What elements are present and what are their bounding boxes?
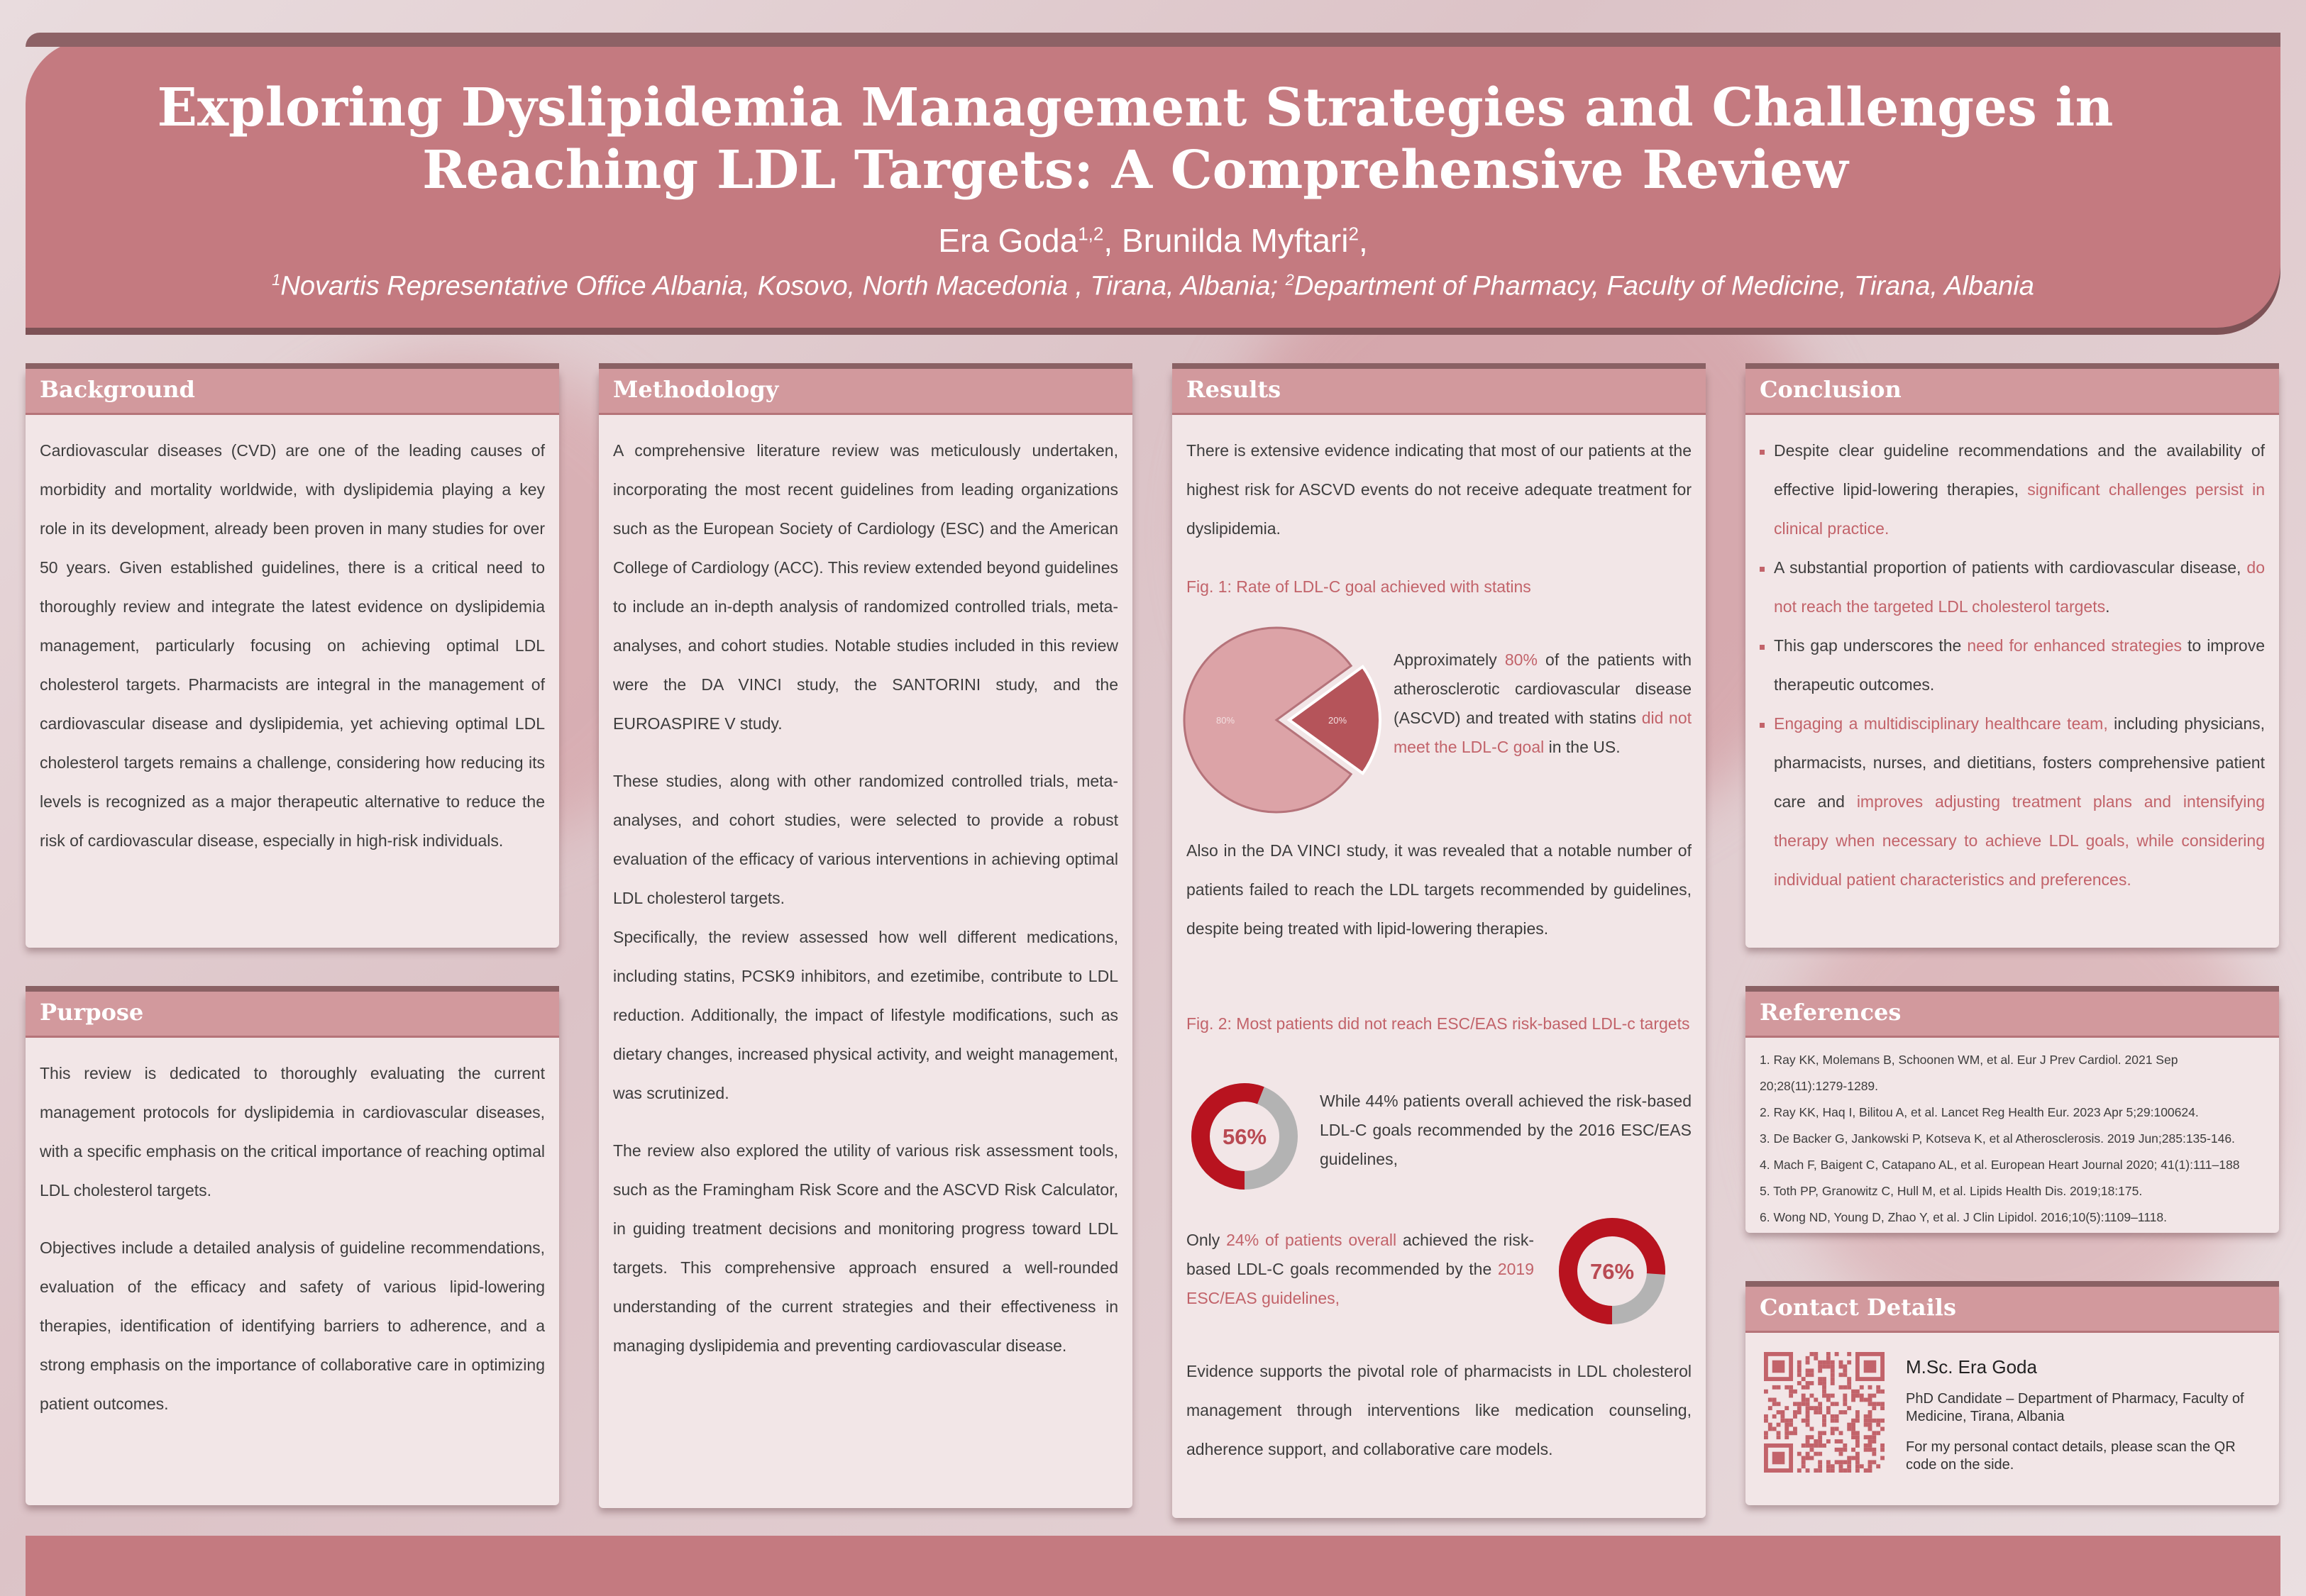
purpose-paragraph: This review is dedicated to thoroughly evaluating the current management protocols for dyslipidemia in cardiovascular diseases, with a specific emphasis on the critical importance of reaching optimal LDL cholesterol targets. [40, 1064, 545, 1199]
contact-role: PhD Candidate – Department of Pharmacy, Faculty of Medicine, Tirana, Albania [1906, 1391, 2244, 1424]
figure-1-description: Approximately 80% of the patients with atherosclerotic cardiovascular disease (ASCVD) and treated with statins did not meet the LDL-C goal in the US. [1394, 650, 1692, 756]
reference-item: 5. Toth PP, Granowitz C, Hull M, et al. Lipids Health Dis. 2019;18:175. [1760, 1184, 2143, 1198]
methodology-heading: Methodology [613, 376, 779, 403]
results-panel [1172, 369, 1706, 1518]
donut-chart-56 [1188, 1080, 1301, 1193]
reference-item: 4. Mach F, Baigent C, Catapano AL, et al. European Heart Journal 2020; 41(1):111–188 [1760, 1158, 2240, 1172]
references-panel [1745, 992, 2279, 1233]
poster-footer [26, 1536, 2280, 1596]
conclusion-bullet: Despite clear guideline recommendations and the availability of effective lipid-lowering therapies, significant challenges persist in clinical practice. [1760, 431, 2265, 548]
background-text: Cardiovascular diseases (CVD) are one of the leading causes of morbidity and mortality worldwide, with dyslipidemia playing a key role in its development, already been proven in many studies for over 50 years. Given established guidelines, there is a critical need to thoroughly review and integrate the latest evidence on dyslipidemia management, particularly focusing on achieving optimal LDL cholesterol targets. Pharmacists are integral in the management of cardiovascular disease and dyslipidemia, yet achieving optimal LDL cholesterol targets remains a challenge, considering how reducing its levels is recognized as a major therapeutic alternative to reduce the risk of cardiovascular disease, especially in high-risk individuals. [40, 441, 545, 850]
donut-center-label: 76% [1589, 1259, 1635, 1284]
reference-item: 1. Ray KK, Molemans B, Schoonen WM, et al. Eur J Prev Cardiol. 2021 Sep 20;28(11):1279-1289. [1760, 1053, 2178, 1093]
contact-note: For my personal contact details, please scan the QR code on the side. [1906, 1439, 2236, 1473]
results-heading: Results [1186, 376, 1281, 403]
panel-header [26, 992, 559, 1038]
contact-heading: Contact Details [1760, 1294, 1956, 1321]
conclusion-bullet: A substantial proportion of patients with cardiovascular disease, do not reach the targeted LDL cholesterol targets. [1760, 548, 2265, 626]
donut-1-description: While 44% patients overall achieved the risk-based LDL-C goals recommended by the 2016 ESC/EAS guidelines, [1320, 1092, 1692, 1168]
results-closing: Evidence supports the pivotal role of pharmacists in LDL cholesterol management through interventions like medication counseling, adherence support, and collaborative care models. [1186, 1362, 1692, 1458]
reference-item: 6. Wong ND, Young D, Zhao Y, et al. J Clin Lipidol. 2016;10(5):1109–1118. [1760, 1210, 2168, 1224]
methodology-paragraph: A comprehensive literature review was meticulously undertaken, incorporating the most recent guidelines from leading organizations such as the European Society of Cardiology (ESC) and the American College of Cardiology (ACC). This review extended beyond guidelines to include an in-depth analysis of randomized controlled trials, meta-analyses, and cohort studies. Notable studies included in this review were the DA VINCI study, the SANTORINI study, and the EUROASPIRE V study. [613, 441, 1118, 733]
purpose-panel [26, 992, 559, 1505]
author-1: Era Goda [938, 222, 1078, 259]
reference-list [1760, 1047, 2265, 1231]
reference-item: 2. Ray KK, Haq I, Bilitou A, et al. Lancet Reg Health Eur. 2023 Apr 5;29:100624. [1760, 1105, 2199, 1119]
background-heading: Background [40, 376, 195, 403]
donut-2-description: Only 24% of patients overall achieved the risk-based LDL-C goals recommended by the 2019 ESC/EAS guidelines, [1186, 1231, 1534, 1307]
contact-name: M.Sc. Era Goda [1906, 1356, 2037, 1378]
methodology-panel [599, 369, 1132, 1508]
donut-chart-76 [1555, 1214, 1669, 1328]
affiliations-line: $^1$Novartis Representative Office Albania, Kosovo, North Macedonia , Tirana, Albania; $^2$Department of Pharmacy, Faculty of Medicine, Tirana, Albania [272, 271, 2034, 301]
methodology-paragraph: Specifically, the review assessed how well different medications, including statins, PCSK9 inhibitors, and ezetimibe, contribute to LDL reduction. Additionally, the impact of lifestyle modifications, such as dietary changes, increased physical activity, and weight management, was scrutinized. [613, 928, 1118, 1102]
panel-header [1745, 992, 2279, 1038]
panel-header [599, 369, 1132, 415]
qr-code-icon[interactable] [1764, 1352, 1885, 1473]
panel-header [1745, 369, 2279, 415]
conclusion-bullet: This gap underscores the need for enhanced strategies to improve therapeutic outcomes. [1760, 626, 2265, 704]
contact-panel [1745, 1287, 2279, 1505]
donut-center-label: 56% [1222, 1124, 1267, 1149]
figure-1-pie-chart [1179, 617, 1385, 823]
panel-header [26, 369, 559, 415]
references-heading: References [1760, 999, 1902, 1026]
pie-label-20: 20% [1328, 715, 1347, 726]
methodology-paragraph: These studies, along with other randomized controlled trials, meta-analyses, and cohort studies, were selected to provide a robust evaluation of the efficacy of various interventions in achieving optimal LDL cholesterol targets. [613, 772, 1118, 907]
conclusion-bullet: Engaging a multidisciplinary healthcare team, including physicians, pharmacists, nurses, and dietitians, fosters comprehensive patient care and improves adjusting treatment plans and intensifying therapy when necessary to achieve LDL goals, while considering individual patient characteristics and preferences. [1760, 704, 2265, 899]
author-2: Brunilda Myftari [1121, 222, 1349, 259]
results-intro: There is extensive evidence indicating that most of our patients at the highest risk for ASCVD events do not receive adequate treatment for dyslipidemia. [1186, 441, 1692, 538]
figure-1-caption: Fig. 1: Rate of LDL-C goal achieved with statins [1186, 577, 1531, 596]
davinci-paragraph: Also in the DA VINCI study, it was revealed that a notable number of patients failed to reach the LDL targets recommended by guidelines, despite being treated with lipid-lowering therapies. [1186, 841, 1692, 938]
purpose-heading: Purpose [40, 999, 144, 1026]
conclusion-heading: Conclusion [1760, 376, 1902, 403]
poster-title: Exploring Dyslipidemia Management Strategies and Challenges in Reaching LDL Targets: A Comprehensive Review [157, 77, 2114, 201]
methodology-paragraph: The review also explored the utility of various risk assessment tools, such as the Framingham Risk Score and the ASCVD Risk Calculator, in guiding treatment decisions and monitoring progress toward LDL targets. This comprehensive approach ensured a well-rounded understanding of the current strategies and their effectiveness in managing dyslipidemia and preventing cardiovascular disease. [613, 1141, 1118, 1355]
pie-label-80: 80% [1215, 715, 1235, 726]
figure-2-caption: Fig. 2: Most patients did not reach ESC/EAS risk-based LDL-c targets [1186, 1014, 1690, 1033]
background-panel [26, 369, 559, 948]
objectives-paragraph: Objectives include a detailed analysis of guideline recommendations, evaluation of the efficacy and safety of various lipid-lowering therapies, identification of identifying barriers to adherence, and a strong emphasis on the importance of collaborative care in optimizing patient outcomes. [40, 1238, 545, 1413]
authors-line: Era Goda$^{1,2}$, Brunilda Myftari$^2$, [938, 222, 1368, 259]
panel-header [1172, 369, 1706, 415]
panel-header [1745, 1287, 2279, 1333]
conclusion-panel [1745, 369, 2279, 948]
reference-item: 3. De Backer G, Jankowski P, Kotseva K, et al Atherosclerosis. 2019 Jun;285:135-146. [1760, 1131, 2235, 1146]
